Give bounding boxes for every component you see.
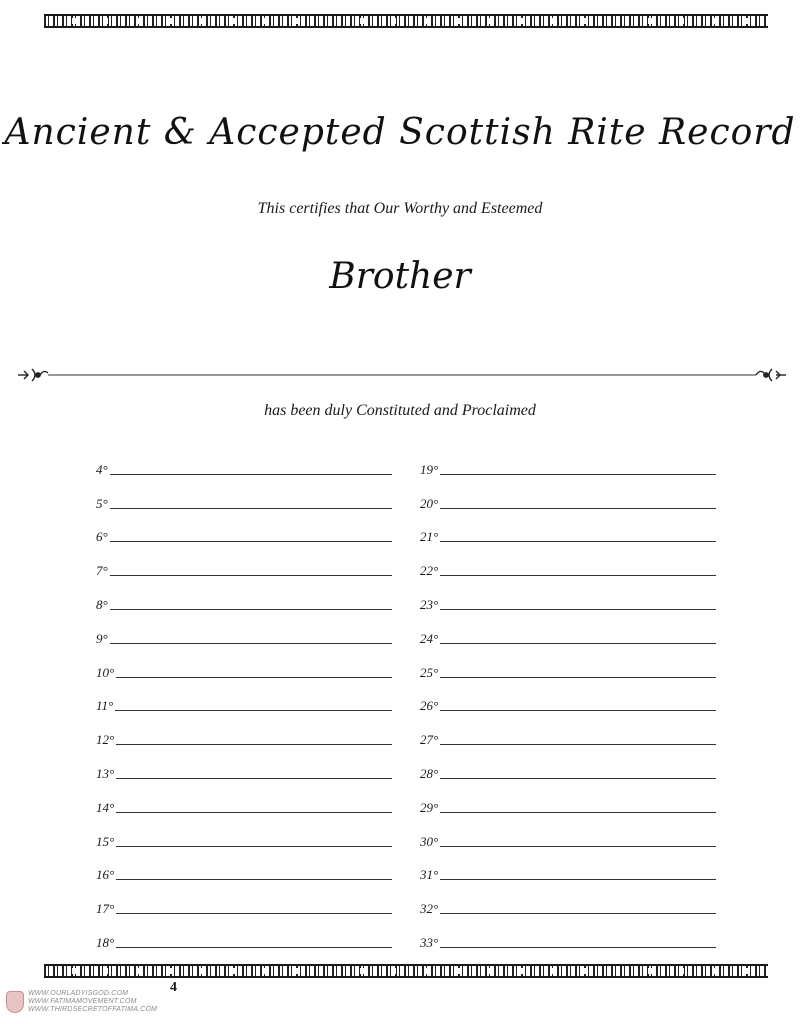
degree-row: [96, 613, 392, 647]
degree-row: [420, 782, 716, 816]
degree-row: [96, 714, 392, 748]
degree-row: [96, 512, 392, 546]
certifies-text: This certifies that Our Worthy and Esteemed: [257, 200, 543, 217]
degree-fill-line[interactable]: [440, 574, 716, 576]
degree-fill-line[interactable]: [440, 642, 716, 644]
degree-row: [420, 512, 716, 546]
watermark-urls: [28, 990, 157, 1014]
degree-label: 13°: [96, 765, 115, 781]
watermark-url: WWW.THIRDSECRETOFFATIMA.COM: [28, 1006, 158, 1013]
brother-heading: Brother: [329, 256, 471, 297]
degree-fill-line[interactable]: [116, 676, 392, 678]
degree-fill-line[interactable]: [440, 608, 716, 610]
degree-fill-line[interactable]: [440, 912, 716, 914]
degree-fill-line[interactable]: [440, 709, 716, 711]
degree-label: 22°: [420, 563, 439, 579]
degree-label: 8°: [96, 596, 108, 612]
degree-row: [420, 444, 716, 478]
degree-label: 21°: [420, 529, 439, 545]
degree-fill-line[interactable]: [110, 574, 392, 576]
degree-fill-line[interactable]: [110, 642, 392, 644]
degree-row: [96, 681, 392, 715]
degree-label: 27°: [420, 732, 439, 748]
degree-label: 6°: [96, 529, 108, 545]
degree-fill-line[interactable]: [440, 540, 716, 542]
degree-fill-line[interactable]: [110, 507, 392, 509]
degree-fill-line[interactable]: [440, 743, 716, 745]
degree-label: 19°: [420, 461, 439, 477]
degree-label: 18°: [96, 934, 115, 950]
degree-row: [420, 883, 716, 917]
degree-fill-line[interactable]: [116, 845, 392, 847]
degree-fill-line[interactable]: [116, 878, 392, 880]
degree-label: 5°: [96, 495, 108, 511]
degree-fill-line[interactable]: [440, 676, 716, 678]
top-ornamental-border: [44, 14, 768, 28]
degree-fill-line[interactable]: [110, 608, 392, 610]
degree-fill-line[interactable]: [116, 777, 392, 779]
degree-label: 32°: [420, 901, 439, 917]
left-flourish-icon: [18, 369, 48, 381]
degree-label: 30°: [420, 833, 439, 849]
degree-label: 26°: [420, 698, 439, 714]
degree-label: 17°: [96, 901, 115, 917]
degree-fill-line[interactable]: [110, 473, 392, 475]
degree-row: [420, 681, 716, 715]
degree-row: [420, 579, 716, 613]
degree-label: 29°: [420, 799, 439, 815]
degree-label: 11°: [96, 698, 114, 714]
degree-fill-line[interactable]: [440, 878, 716, 880]
degree-label: 20°: [420, 495, 439, 511]
degree-label: 7°: [96, 563, 108, 579]
degree-fill-line[interactable]: [116, 946, 392, 948]
bottom-ornamental-border: [44, 964, 768, 978]
degree-row: [96, 444, 392, 478]
degree-row: [420, 613, 716, 647]
degree-row: [420, 714, 716, 748]
degrees-left-column: [96, 444, 392, 951]
degree-label: 33°: [420, 934, 439, 950]
degree-row: [420, 816, 716, 850]
degree-fill-line[interactable]: [440, 473, 716, 475]
degree-label: 4°: [96, 461, 108, 477]
ornamental-divider: [16, 365, 788, 385]
degree-label: 24°: [420, 630, 439, 646]
degree-label: 15°: [96, 833, 115, 849]
watermark-logo-icon: [6, 991, 24, 1013]
degree-row: [96, 782, 392, 816]
degree-row: [96, 579, 392, 613]
degree-label: 31°: [420, 867, 439, 883]
degree-row: [96, 478, 392, 512]
degree-fill-line[interactable]: [440, 811, 716, 813]
degree-row: [420, 850, 716, 884]
degree-row: [420, 748, 716, 782]
degree-fill-line[interactable]: [116, 811, 392, 813]
page-number: 4: [170, 980, 177, 995]
degree-row: [96, 748, 392, 782]
degree-row: [96, 917, 392, 951]
degree-row: [96, 883, 392, 917]
degree-label: 12°: [96, 732, 115, 748]
watermark: [6, 990, 157, 1014]
degrees-right-column: [420, 444, 716, 951]
degree-row: [420, 647, 716, 681]
degree-row: [96, 647, 392, 681]
degree-row: [420, 545, 716, 579]
degree-fill-line[interactable]: [116, 912, 392, 914]
degree-fill-line[interactable]: [440, 507, 716, 509]
degree-fill-line[interactable]: [440, 777, 716, 779]
right-flourish-icon: [756, 369, 786, 381]
degree-fill-line[interactable]: [110, 540, 392, 542]
watermark-url: WWW.OURLADYISGOD.COM: [28, 990, 129, 997]
degree-label: 25°: [420, 664, 439, 680]
degree-row: [420, 917, 716, 951]
watermark-url: WWW.FATIMAMOVEMENT.COM: [28, 998, 137, 1005]
degree-fill-line[interactable]: [116, 743, 392, 745]
degree-label: 9°: [96, 630, 108, 646]
degree-fill-line[interactable]: [115, 709, 392, 711]
degree-label: 23°: [420, 596, 439, 612]
degree-fill-line[interactable]: [440, 946, 716, 948]
degree-row: [96, 816, 392, 850]
degree-fill-line[interactable]: [440, 845, 716, 847]
degree-row: [420, 478, 716, 512]
degree-label: 14°: [96, 799, 115, 815]
degree-row: [96, 545, 392, 579]
proclaimed-text: has been duly Constituted and Proclaimed: [264, 402, 536, 419]
degree-label: 10°: [96, 664, 115, 680]
degree-label: 28°: [420, 765, 439, 781]
page-title: Ancient & Accepted Scottish Rite Record: [4, 112, 796, 153]
degree-label: 16°: [96, 867, 115, 883]
degree-row: [96, 850, 392, 884]
